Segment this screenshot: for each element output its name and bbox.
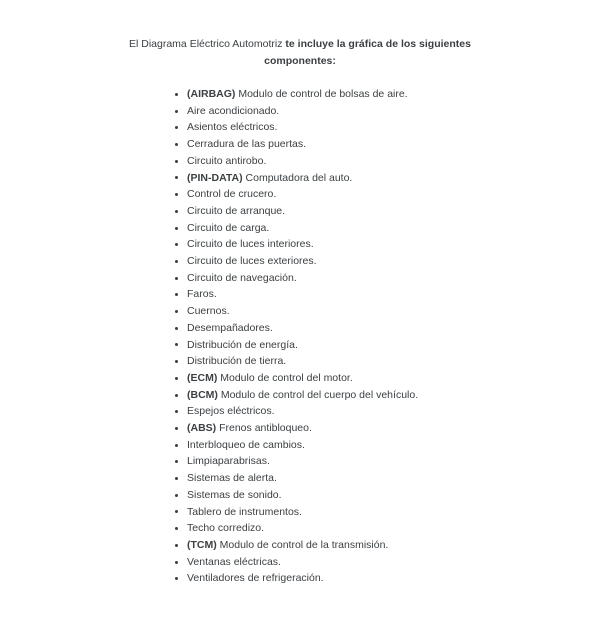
component-text: Cerradura de las puertas. xyxy=(187,138,307,151)
list-item xyxy=(175,487,600,504)
list-item xyxy=(175,470,600,487)
component-text: Circuito de luces exteriores. xyxy=(187,255,317,268)
component-acronym: (BCM) xyxy=(187,388,218,401)
page-title-regular: El Diagrama Eléctrico Automotriz xyxy=(129,38,283,50)
component-text: Sistemas de sonido. xyxy=(187,488,282,501)
list-item xyxy=(175,504,600,521)
components-list xyxy=(0,86,600,587)
list-item xyxy=(175,186,600,203)
list-item xyxy=(175,270,600,287)
component-text: Limpiaparabrisas. xyxy=(187,455,270,468)
list-item xyxy=(175,253,600,270)
component-text: Desempañadores. xyxy=(187,321,273,334)
list-item xyxy=(175,537,600,554)
component-acronym: (ECM) xyxy=(187,371,218,384)
component-text: Tablero de instrumentos. xyxy=(187,505,302,518)
component-text: Distribución de energía. xyxy=(187,338,298,351)
component-text: Cuernos. xyxy=(187,305,230,318)
list-item xyxy=(175,420,600,437)
list-item xyxy=(175,520,600,537)
list-item xyxy=(175,437,600,454)
list-item xyxy=(175,370,600,387)
list-item xyxy=(175,119,600,136)
component-text: Modulo de control del motor. xyxy=(220,371,353,384)
list-item xyxy=(175,103,600,120)
list-item xyxy=(175,320,600,337)
list-item xyxy=(175,220,600,237)
component-text: Circuito antirobo. xyxy=(187,154,267,167)
component-text: Faros. xyxy=(187,288,217,301)
component-text: Circuito de carga. xyxy=(187,221,270,234)
list-item xyxy=(175,570,600,587)
component-text: Circuito de navegación. xyxy=(187,271,297,284)
component-text: Modulo de control de bolsas de aire. xyxy=(238,88,408,100)
component-text: Circuito de luces interiores. xyxy=(187,238,314,251)
component-text: Control de crucero. xyxy=(187,188,277,201)
list-item xyxy=(175,387,600,404)
component-acronym: (AIRBAG) xyxy=(187,88,236,100)
component-text: Ventiladores de refrigeración. xyxy=(187,572,324,585)
component-text: Computadora del auto. xyxy=(245,171,353,184)
component-text: Circuito de arranque. xyxy=(187,204,286,217)
list-item xyxy=(175,303,600,320)
list-item xyxy=(175,554,600,571)
component-acronym: (ABS) xyxy=(187,422,217,435)
list-item xyxy=(175,136,600,153)
component-text: Espejos eléctricos. xyxy=(187,405,275,418)
list-item xyxy=(175,353,600,370)
list-item xyxy=(175,403,600,420)
component-text: Modulo de control del cuerpo del vehículo. xyxy=(220,388,419,401)
document-page xyxy=(0,36,600,636)
component-text: Frenos antibloqueo. xyxy=(219,422,312,435)
list-item xyxy=(175,236,600,253)
component-text: Interbloqueo de cambios. xyxy=(187,438,305,451)
component-text: Asientos eléctricos. xyxy=(187,121,278,134)
component-text: Sistemas de alerta. xyxy=(187,472,277,485)
component-text: Distribución de tierra. xyxy=(187,355,287,368)
component-text: Ventanas eléctricas. xyxy=(187,555,281,568)
list-item xyxy=(175,170,600,187)
component-acronym: (TCM) xyxy=(187,538,217,551)
list-item xyxy=(175,337,600,354)
component-text: Modulo de control de la transmisión. xyxy=(219,538,389,551)
list-item xyxy=(175,453,600,470)
component-text: Aire acondicionado. xyxy=(187,104,280,117)
list-item xyxy=(175,203,600,220)
list-item xyxy=(175,286,600,303)
list-item xyxy=(175,86,600,103)
component-text: Techo corredizo. xyxy=(187,522,265,535)
list-item xyxy=(175,153,600,170)
page-title-bold: te incluye la gráfica de los siguientes componentes: xyxy=(264,38,471,67)
component-acronym: (PIN-DATA) xyxy=(187,171,243,184)
page-title xyxy=(100,36,500,70)
